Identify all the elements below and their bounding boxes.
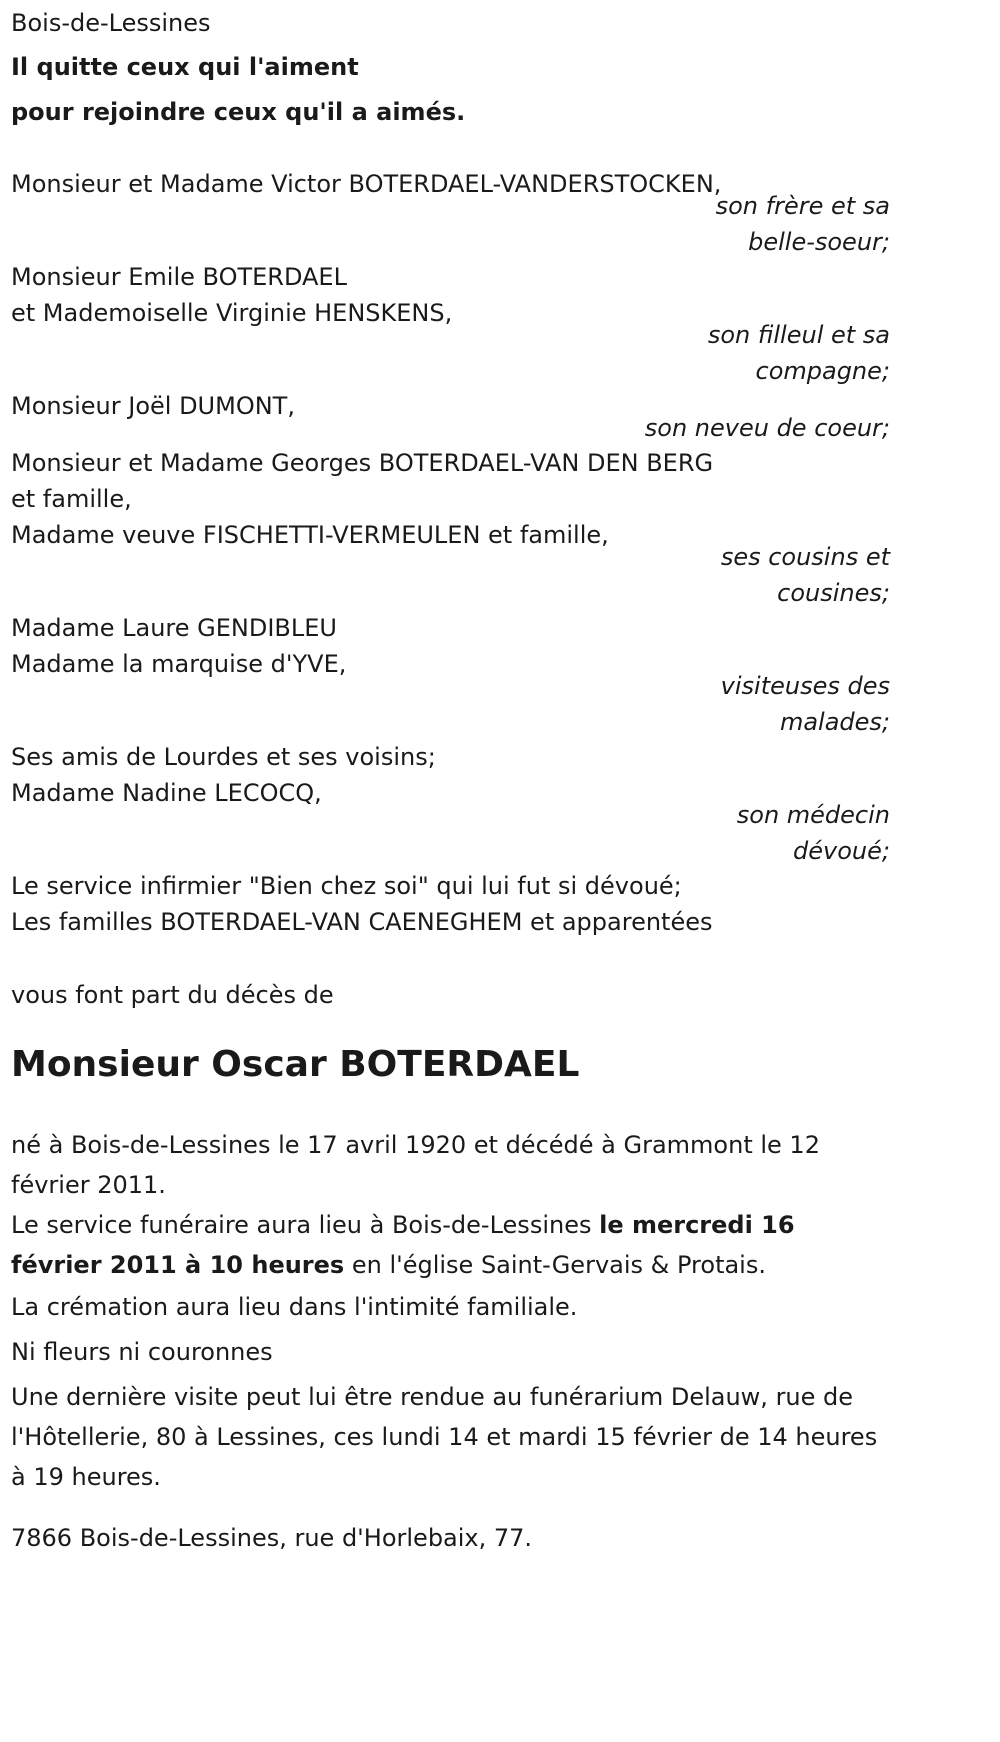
header-place: Bois-de-Lessines xyxy=(11,9,211,37)
relation-label: son frère et sa xyxy=(715,192,890,220)
relation-label: son neveu de coeur; xyxy=(644,414,890,442)
family-line: Les familles BOTERDAEL-VAN CAENEGHEM et apparentées xyxy=(11,908,713,936)
family-line: Ses amis de Lourdes et ses voisins; xyxy=(11,743,436,771)
relation-label: cousines; xyxy=(777,579,890,607)
service-suffix: en l'église Saint-Gervais & Protais. xyxy=(344,1251,766,1279)
family-line: et famille, xyxy=(11,485,132,513)
service-prefix: Le service funéraire aura lieu à Bois-de-Lessines xyxy=(11,1211,600,1239)
family-line: Monsieur Joël DUMONT, xyxy=(11,392,295,420)
relation-label: son médecin xyxy=(736,801,890,829)
address-paragraph: 7866 Bois-de-Lessines, rue d'Horlebaix, 77. xyxy=(11,1524,533,1552)
family-line: Monsieur Emile BOTERDAEL xyxy=(11,263,347,291)
deceased-name: Monsieur Oscar BOTERDAEL xyxy=(11,1044,580,1085)
family-line: Monsieur et Madame Victor BOTERDAEL-VANDERSTOCKEN, xyxy=(11,170,722,198)
family-line: Le service infirmier "Bien chez soi" qui lui fut si dévoué; xyxy=(11,872,682,900)
relation-label: belle-soeur; xyxy=(748,228,890,256)
flowers-paragraph: Ni fleurs ni couronnes xyxy=(11,1338,273,1366)
family-line: et Mademoiselle Virginie HENSKENS, xyxy=(11,299,453,327)
visit-paragraph: Une dernière visite peut lui être rendue au funérarium Delauw, rue de l'Hôtellerie, 80 à Lessines, ces lundi 14 et mardi 15 février de 14 heures à 19 heures. xyxy=(11,1383,878,1491)
motto-line-1: Il quitte ceux qui l'aiment xyxy=(11,53,359,81)
relation-label: visiteuses des xyxy=(720,672,890,700)
family-line: Monsieur et Madame Georges BOTERDAEL-VAN DEN BERG xyxy=(11,449,714,477)
announcement: vous font part du décès de xyxy=(11,981,334,1009)
service-date: le mercredi 16 février 2011 à 10 heures xyxy=(11,1211,795,1279)
family-line: Madame veuve FISCHETTI-VERMEULEN et famille, xyxy=(11,521,609,549)
relation-label: son filleul et sa xyxy=(707,321,890,349)
motto-line-2: pour rejoindre ceux qu'il a aimés. xyxy=(11,98,466,126)
relation-label: malades; xyxy=(779,708,890,736)
family-line: Madame la marquise d'YVE, xyxy=(11,650,347,678)
relation-label: dévoué; xyxy=(793,837,890,865)
birth-death-paragraph: né à Bois-de-Lessines le 17 avril 1920 et décédé à Grammont le 12 février 2011. xyxy=(11,1131,820,1199)
cremation-paragraph: La crémation aura lieu dans l'intimité familiale. xyxy=(11,1293,578,1321)
family-line: Madame Nadine LECOCQ, xyxy=(11,779,322,807)
relation-label: compagne; xyxy=(755,357,890,385)
relation-label: ses cousins et xyxy=(720,543,890,571)
family-line: Madame Laure GENDIBLEU xyxy=(11,614,337,642)
service-paragraph xyxy=(11,1205,891,1285)
